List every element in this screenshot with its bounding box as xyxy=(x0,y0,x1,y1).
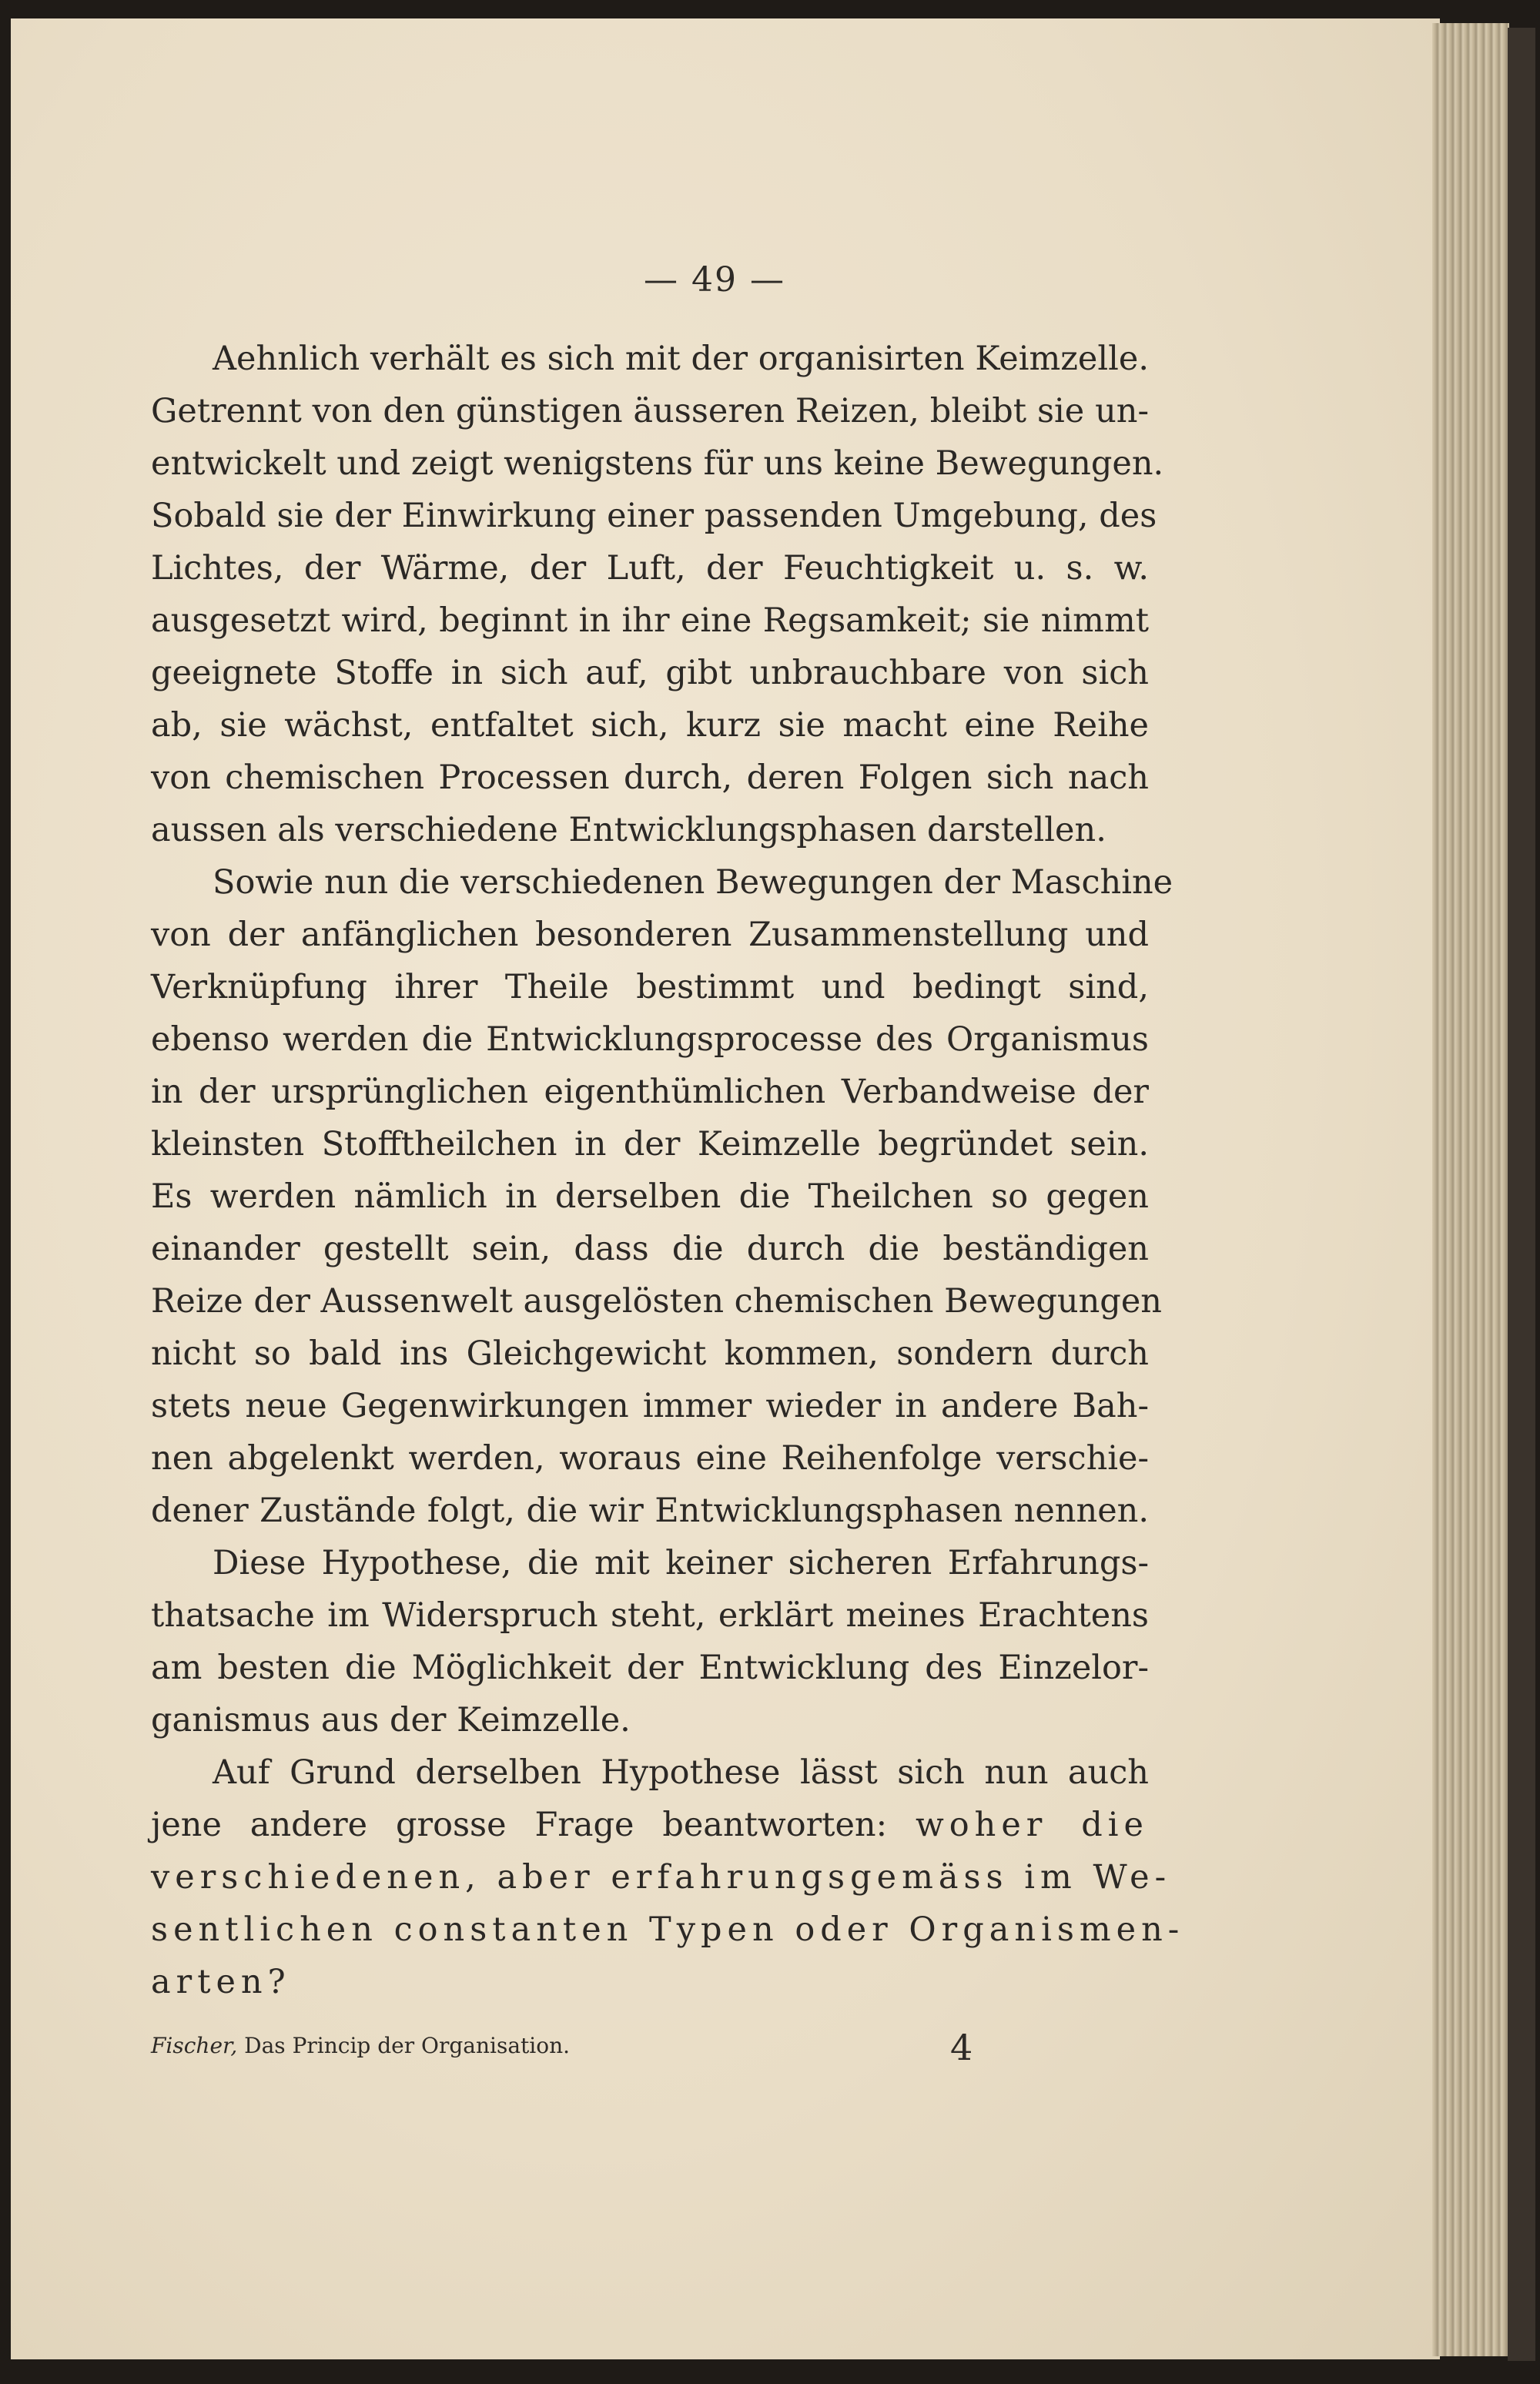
text-line: entwickelt und zeigt wenigstens für uns keine Bewegungen. xyxy=(151,444,1164,483)
text-line: ebenso werden die Entwicklungsprocesse des Organismus xyxy=(151,1020,1149,1059)
text-line: geeignete Stoffe in sich auf, gibt unbrauchbare von sich xyxy=(151,654,1149,692)
book-cover-edge xyxy=(1508,28,1535,2361)
text-line: Aehnlich verhält es sich mit der organisirten Keimzelle. xyxy=(213,340,1149,378)
page-footer xyxy=(151,2027,1149,2079)
footer-title: Das Princip der Organisation. xyxy=(244,2033,571,2058)
text-line: aussen als verschiedene Entwicklungsphasen darstellen. xyxy=(151,811,1106,849)
text-line: ab, sie wächst, entfaltet sich, kurz sie macht eine Reihe xyxy=(151,706,1149,745)
text-line: Verknüpfung ihrer Theile bestimmt und bedingt sind, xyxy=(151,968,1149,1006)
text-line: Getrennt von den günstigen äusseren Reizen, bleibt sie un- xyxy=(151,392,1149,430)
text-line: ausgesetzt wird, beginnt in ihr eine Regsamkeit; sie nimmt xyxy=(151,601,1149,640)
page-number: — 49 — xyxy=(644,260,785,300)
emphasized-line: sentlichen constanten Typen oder Organismen- xyxy=(151,1910,1185,1949)
text-line: am besten die Möglichkeit der Entwicklung des Einzelor- xyxy=(151,1649,1149,1687)
text-line: nen abgelenkt werden, woraus eine Reihenfolge verschie- xyxy=(151,1439,1149,1478)
text-line: einander gestellt sein, dass die durch die beständigen xyxy=(151,1230,1149,1268)
text-line: dener Zustände folgt, die wir Entwicklungsphasen nennen. xyxy=(151,1492,1149,1530)
text-line: von chemischen Processen durch, deren Folgen sich nach xyxy=(151,758,1149,797)
emphasized-text: woher die xyxy=(915,1806,1149,1844)
text-line: stets neue Gegenwirkungen immer wieder in andere Bah- xyxy=(151,1387,1149,1425)
text-line: Reize der Aussenwelt ausgelösten chemischen Bewegungen xyxy=(151,1282,1162,1321)
text-line: thatsache im Widerspruch steht, erklärt meines Erachtens xyxy=(151,1596,1149,1635)
text-line: von der anfänglichen besonderen Zusammenstellung und xyxy=(151,916,1149,954)
text-line: Diese Hypothese, die mit keiner sicheren Erfahrungs- xyxy=(213,1544,1149,1582)
text-fragment: jene andere grosse Frage beantworten: xyxy=(151,1806,888,1844)
text-line: Auf Grund derselben Hypothese lässt sich nun auch xyxy=(213,1753,1149,1792)
body-text xyxy=(151,333,1185,2008)
text-line: Lichtes, der Wärme, der Luft, der Feuchtigkeit u. s. w. xyxy=(151,549,1149,588)
signature-mark: 4 xyxy=(950,2027,973,2068)
text-line: Sobald sie der Einwirkung einer passenden Umgebung, des xyxy=(151,497,1157,535)
text-line: Sowie nun die verschiedenen Bewegungen der Maschine xyxy=(213,863,1173,902)
text-line: kleinsten Stofftheilchen in der Keimzelle begründet sein. xyxy=(151,1125,1149,1164)
text-line: ganismus aus der Keimzelle. xyxy=(151,1701,631,1739)
emphasized-line: verschiedenen, aber erfahrungsgemäss im We- xyxy=(151,1858,1172,1897)
text-line: in der ursprünglichen eigenthümlichen Verbandweise der xyxy=(151,1073,1149,1111)
emphasized-line: arten? xyxy=(151,1963,291,2001)
text-line: Es werden nämlich in derselben die Theilchen so gegen xyxy=(151,1177,1149,1216)
text-line: nicht so bald ins Gleichgewicht kommen, sondern durch xyxy=(151,1334,1149,1373)
page-edges xyxy=(1432,23,1509,2356)
footer-author: Fischer, xyxy=(151,2033,238,2058)
text-line-with-emphasis xyxy=(151,1799,1149,1851)
